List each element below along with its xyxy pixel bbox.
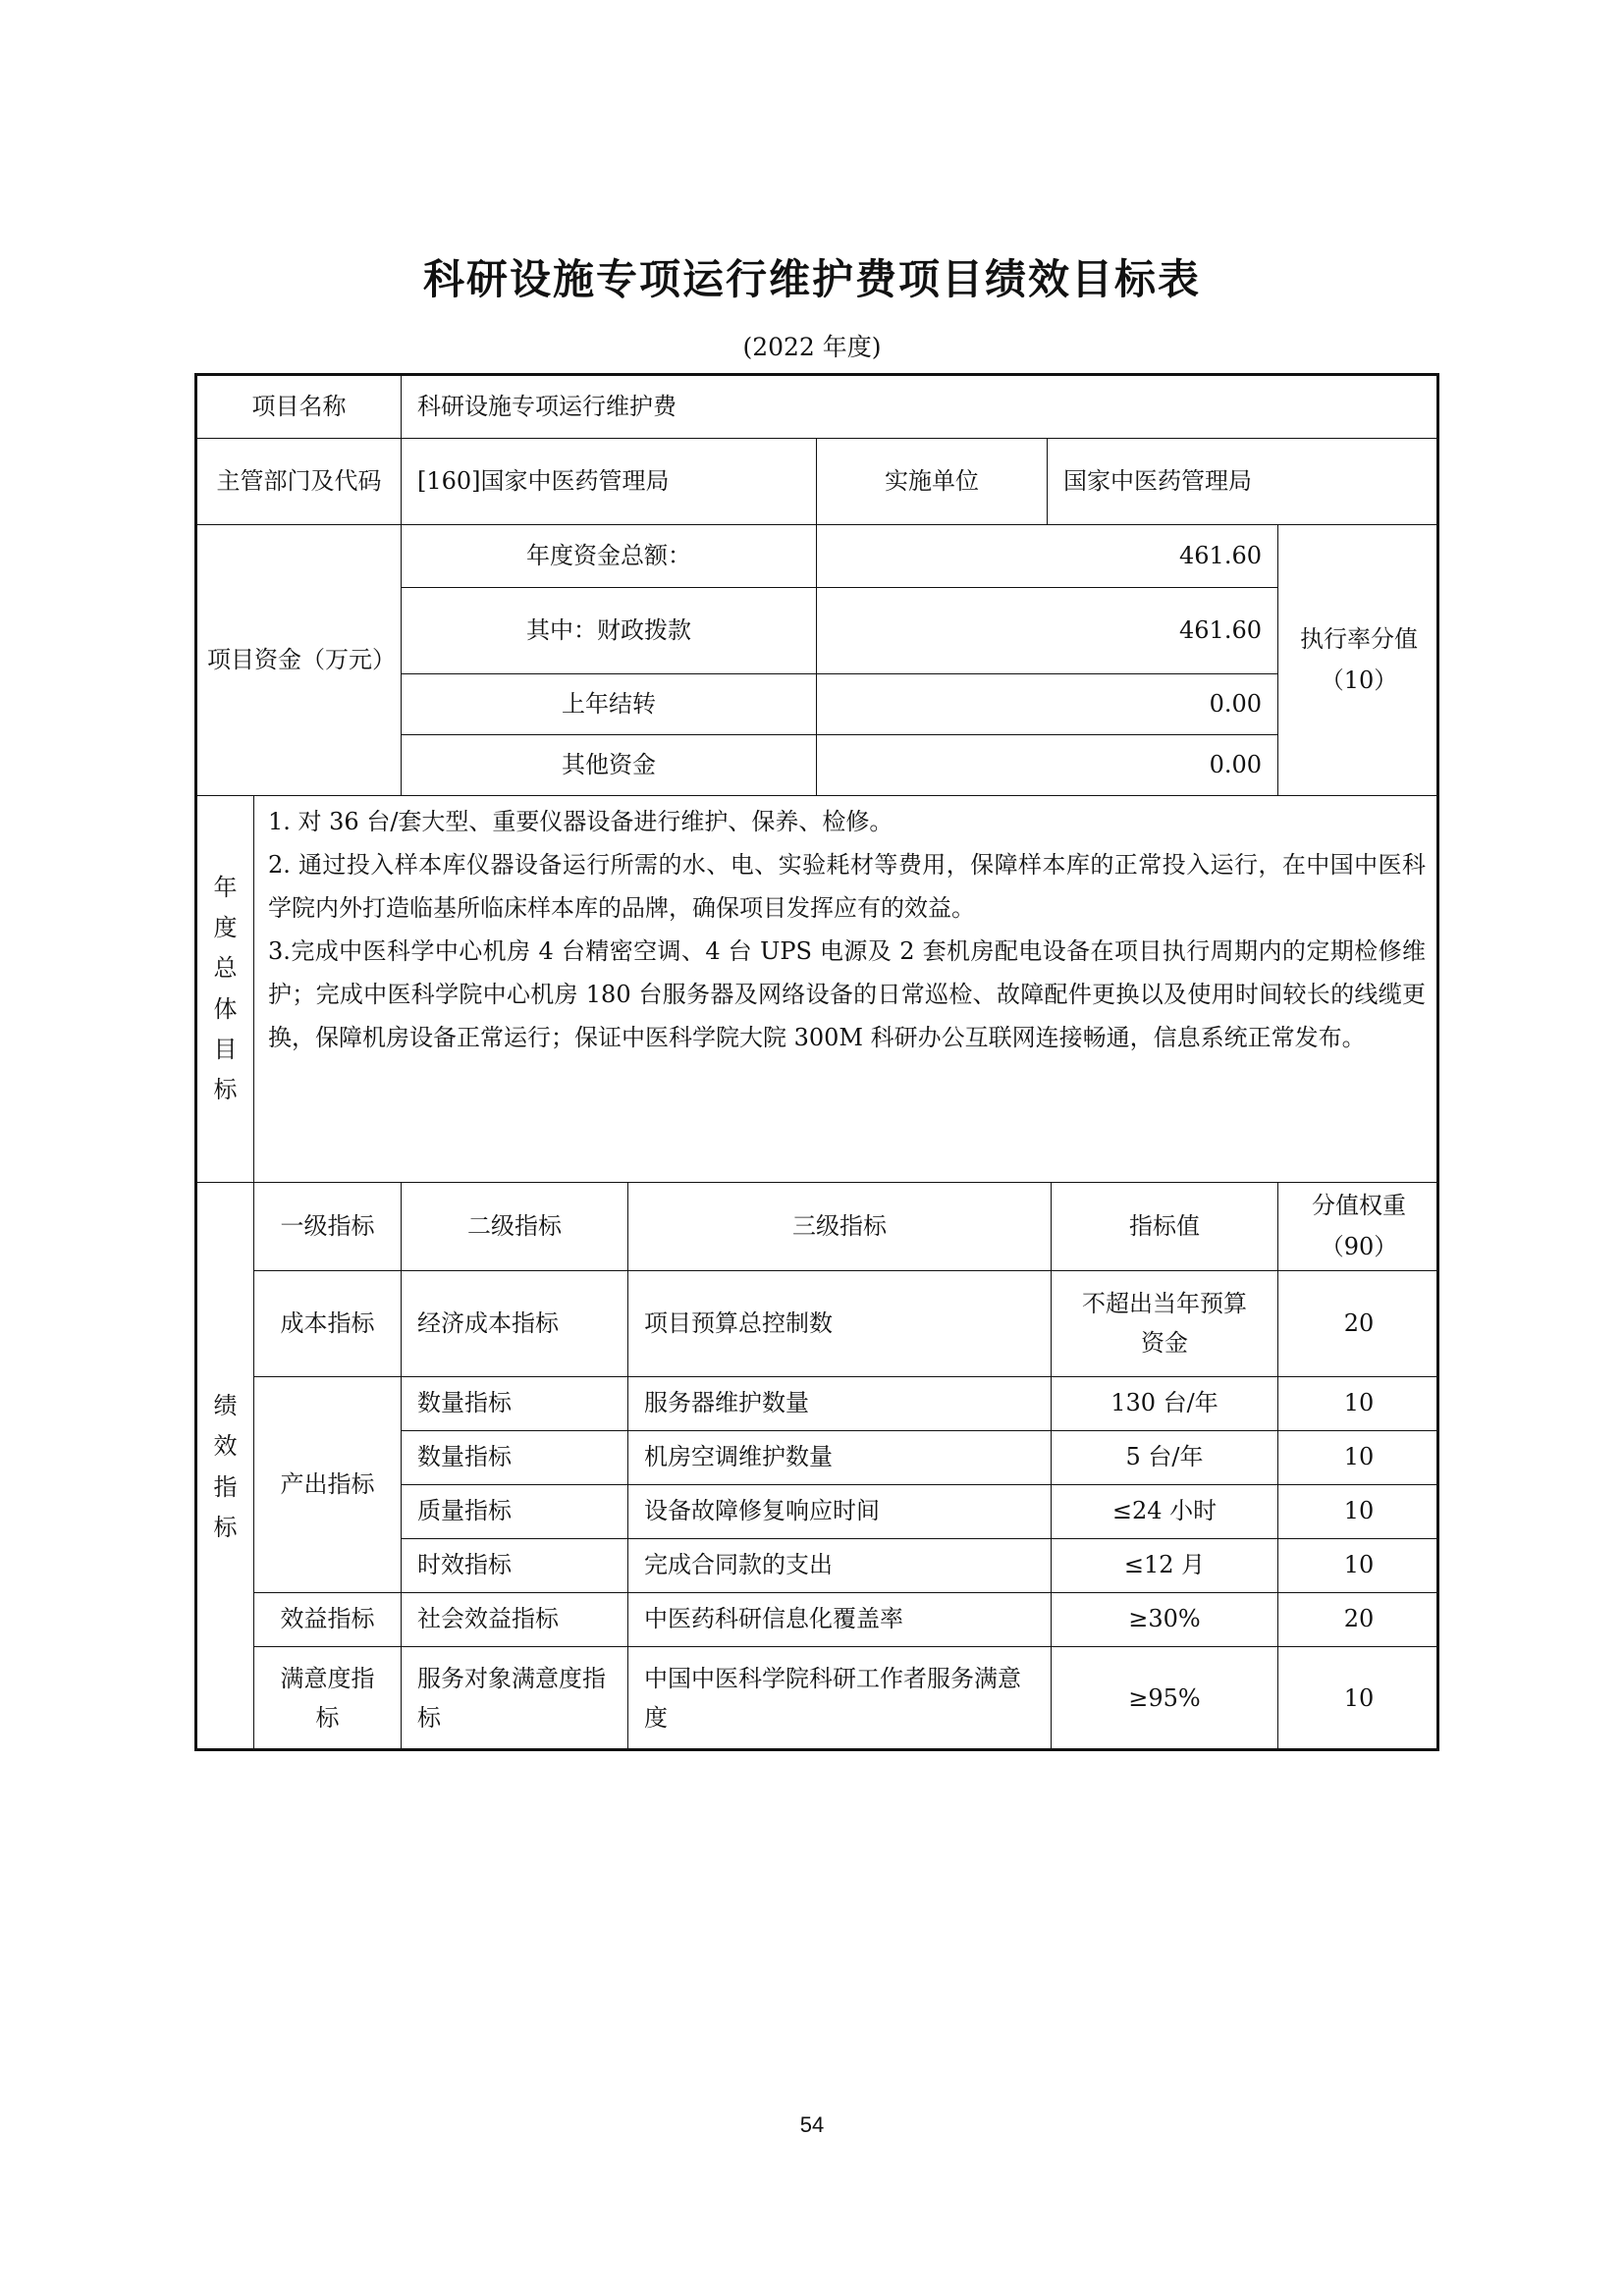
- satisfaction-level2: 服务对象满意度指标: [402, 1647, 628, 1751]
- output-weight: 10: [1278, 1431, 1439, 1485]
- benefit-level1: 效益指标: [254, 1593, 402, 1647]
- dept-label: 主管部门及代码: [197, 439, 402, 525]
- header-value: 指标值: [1052, 1183, 1278, 1271]
- output-level3: 设备故障修复响应时间: [628, 1485, 1052, 1539]
- output-weight: 10: [1278, 1485, 1439, 1539]
- output-value: ≤12 月: [1052, 1539, 1278, 1593]
- funds-other-value: 0.00: [817, 735, 1278, 796]
- output-level2: 数量指标: [402, 1431, 628, 1485]
- satisfaction-weight: 10: [1343, 1684, 1375, 1713]
- funds-total-value: 461.60: [817, 525, 1278, 588]
- header-level1: 一级指标: [254, 1183, 402, 1271]
- performance-indicator-label: 绩 效 指 标: [197, 1183, 254, 1751]
- project-name-value: 科研设施专项运行维护费: [402, 376, 1439, 439]
- output-level3: 机房空调维护数量: [628, 1431, 1052, 1485]
- output-weight: 10: [1278, 1377, 1439, 1431]
- execution-rate-value: （10）: [1320, 666, 1398, 694]
- output-level2: 时效指标: [402, 1539, 628, 1593]
- satisfaction-value: ≥95%: [1052, 1647, 1278, 1751]
- output-weight: 10: [1278, 1539, 1439, 1593]
- header-level2: 二级指标: [402, 1183, 628, 1271]
- benefit-weight: 20: [1278, 1593, 1439, 1647]
- output-level2: 数量指标: [402, 1377, 628, 1431]
- output-level3: 完成合同款的支出: [628, 1539, 1052, 1593]
- benefit-level2: 社会效益指标: [402, 1593, 628, 1647]
- annual-goal-content: [254, 796, 1439, 1183]
- fiscal-year-subtitle: (2022 年度): [742, 333, 882, 361]
- header-level3: 三级指标: [628, 1183, 1052, 1271]
- funds-total-label: 年度资金总额：: [402, 525, 817, 588]
- funds-carryover-value: 0.00: [817, 674, 1278, 735]
- output-value: ≤24 小时: [1052, 1485, 1278, 1539]
- goal-item: 1. 对 36 台/套大型、重要仪器设备进行维护、保养、检修。: [268, 808, 893, 835]
- cost-level1: 成本指标: [254, 1271, 402, 1377]
- goal-item: 2. 通过投入样本库仪器设备运行所需的水、电、实验耗材等费用，保障样本库的正常投入运行，在中国中医科学院内外打造临基所临床样本库的品牌，确保项目发挥应有的效益。: [268, 851, 1426, 922]
- satisfaction-level3: 中国中医科学院科研工作者服务满意度: [628, 1647, 1052, 1751]
- funds-label: 项目资金（万元）: [197, 525, 402, 796]
- benefit-value: ≥30%: [1052, 1593, 1278, 1647]
- project-name-label: 项目名称: [197, 376, 402, 439]
- unit-value: 国家中医药管理局: [1048, 439, 1439, 525]
- output-level3: 服务器维护数量: [628, 1377, 1052, 1431]
- page-title: 科研设施专项运行维护费项目绩效目标表: [422, 255, 1201, 303]
- annual-goal-label: 年 度 总 体 目 标: [197, 796, 254, 1183]
- output-value: 130 台/年: [1052, 1377, 1278, 1431]
- cost-level2: 经济成本指标: [402, 1271, 628, 1377]
- execution-rate-label: 执行率分值: [1300, 625, 1418, 654]
- satisfaction-level1: 满意度指标: [254, 1647, 402, 1751]
- cost-weight: 20: [1278, 1271, 1439, 1377]
- performance-target-table: [194, 373, 1439, 1751]
- header-weight: 分值权重 （90）: [1278, 1183, 1439, 1271]
- funds-fiscal-value: 461.60: [817, 588, 1278, 674]
- goal-item: 3.完成中医科学中心机房 4 台精密空调、4 台 UPS 电源及 2 套机房配电设备在项目执行周期内的定期检修维护；完成中医科学院中心机房 180 台服务器及网络设备的日常巡检、故障配件更换以及使用时间较长的线缆更换，保障机房设备正常运行；保证中医科学院大院 300M 科研办公互联网连接畅通，信息系统正常发布。: [268, 937, 1426, 1051]
- unit-label: 实施单位: [817, 439, 1048, 525]
- cost-value: 不超出当年预算资金: [1052, 1271, 1278, 1377]
- output-value: 5 台/年: [1052, 1431, 1278, 1485]
- funds-other-label: 其他资金: [402, 735, 817, 796]
- dept-value: [160]国家中医药管理局: [402, 439, 817, 525]
- cost-level3: 项目预算总控制数: [628, 1271, 1052, 1377]
- benefit-level3: 中医药科研信息化覆盖率: [628, 1593, 1052, 1647]
- output-level1: 产出指标: [254, 1377, 402, 1593]
- output-level2: 质量指标: [402, 1485, 628, 1539]
- execution-rate-score: [1278, 525, 1439, 796]
- funds-carryover-label: 上年结转: [402, 674, 817, 735]
- funds-fiscal-label: 其中：财政拨款: [402, 588, 817, 674]
- page-number: 54: [799, 2112, 825, 2137]
